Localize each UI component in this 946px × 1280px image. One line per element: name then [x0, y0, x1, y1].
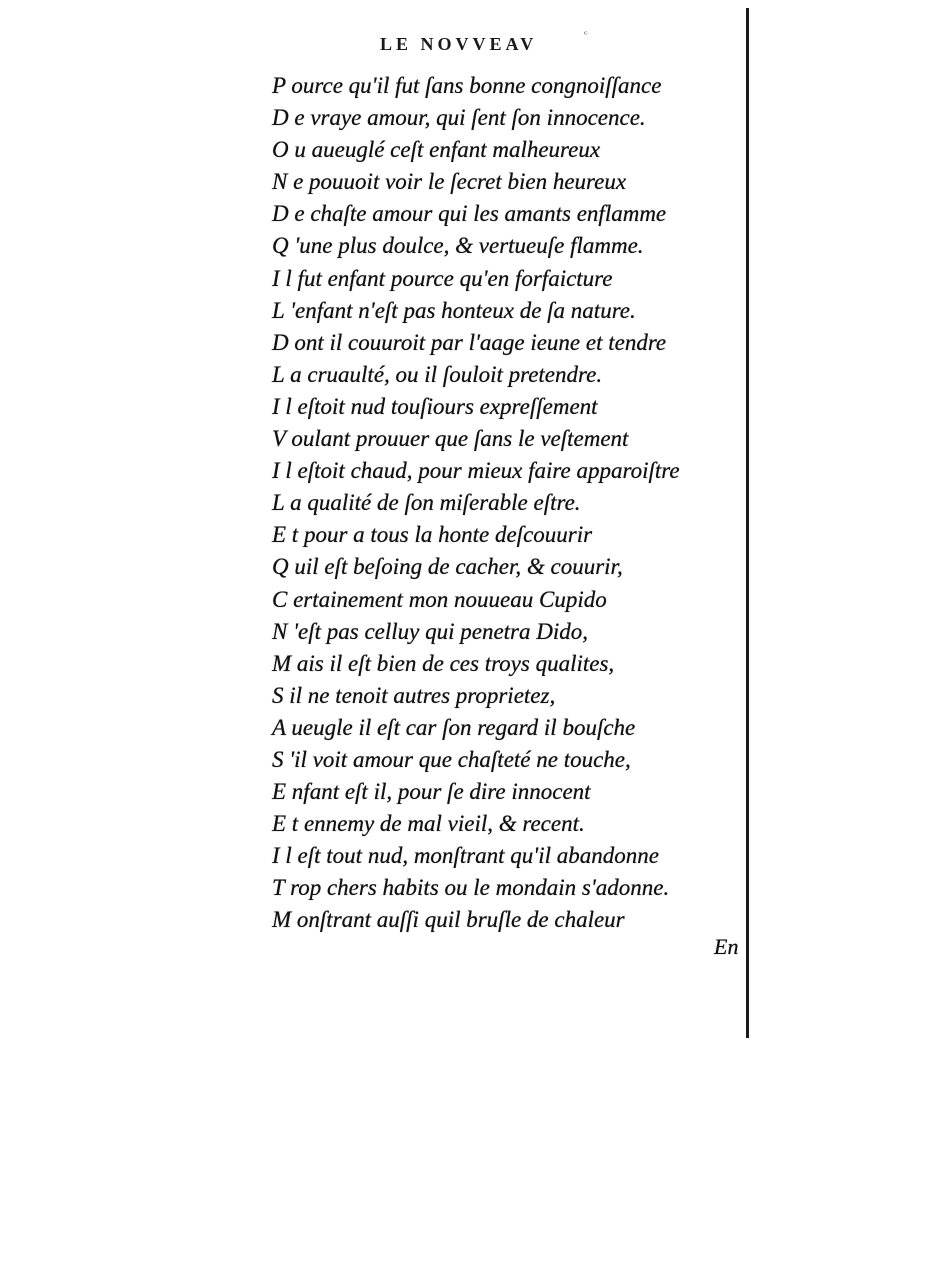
stray-ink-mark: ᶜ — [584, 30, 588, 41]
verse-line: D ont il couuroit par l'aage ieune et tendre — [272, 329, 667, 355]
verse-line: S il ne tenoit autres proprietez, — [272, 682, 556, 708]
verse-line: L a qualité de ſon miſerable eſtre. — [272, 490, 581, 516]
verse-line: T rop chers habits ou le mondain s'adonne. — [272, 875, 670, 901]
catchword: En — [714, 934, 739, 959]
verse-line: I l eſtoit chaud, pour mieux faire apparoiſtre — [272, 458, 680, 484]
verse-line: L 'enfant n'eſt pas honteux de ſa nature. — [272, 297, 636, 323]
verse-line: N e pouuoit voir le ſecret bien heureux — [272, 169, 627, 195]
verse-line: A ueugle il eſt car ſon regard il bouſche — [272, 714, 636, 740]
verse-line: E nfant eſt il, pour ſe dire innocent — [272, 779, 591, 805]
verse-line: I l eſtoit nud touſiours expreſſement — [272, 393, 598, 419]
verse-line: E t pour a tous la honte deſcouurir — [272, 522, 593, 548]
verse-line: I l fut enfant pource qu'en forfaicture — [272, 265, 613, 291]
verse-line: Q uil eſt beſoing de cacher, & couurir, — [272, 554, 623, 580]
verse-line: M onſtrant auſſi quil bruſle de chaleur — [272, 907, 625, 933]
verse-line: O u aueuglé ceſt enfant malheureux — [272, 137, 601, 163]
verse-line: D e chaſte amour qui les amants enflamme — [272, 201, 667, 227]
verse-line: S 'il voit amour que chaſteté ne touche, — [272, 746, 631, 772]
running-title: LE NOVVEAV — [380, 34, 538, 54]
verse-line: C ertainement mon nouueau Cupido — [272, 586, 607, 612]
verse-line: V oulant prouuer que ſans le veſtement — [272, 426, 629, 452]
verse-line: E t ennemy de mal vieil, & recent. — [272, 811, 585, 837]
verse-line: Q 'une plus doulce, & vertueuſe flamme. — [272, 233, 644, 259]
page-edge-rule — [746, 8, 749, 1038]
verse-line: L a cruaulté, ou il ſouloit pretendre. — [272, 361, 603, 387]
verse-line: P ource qu'il fut ſans bonne congnoiſſance — [272, 73, 662, 98]
verse-line: D e vraye amour, qui ſent ſon innocence. — [272, 105, 646, 131]
verse-list — [272, 70, 680, 937]
verse-line: M ais il eſt bien de ces troys qualites, — [272, 650, 615, 676]
verse-line: N 'eſt pas celluy qui penetra Dido, — [272, 618, 589, 644]
verse-line: I l eſt tout nud, monſtrant qu'il abandonne — [272, 843, 659, 869]
